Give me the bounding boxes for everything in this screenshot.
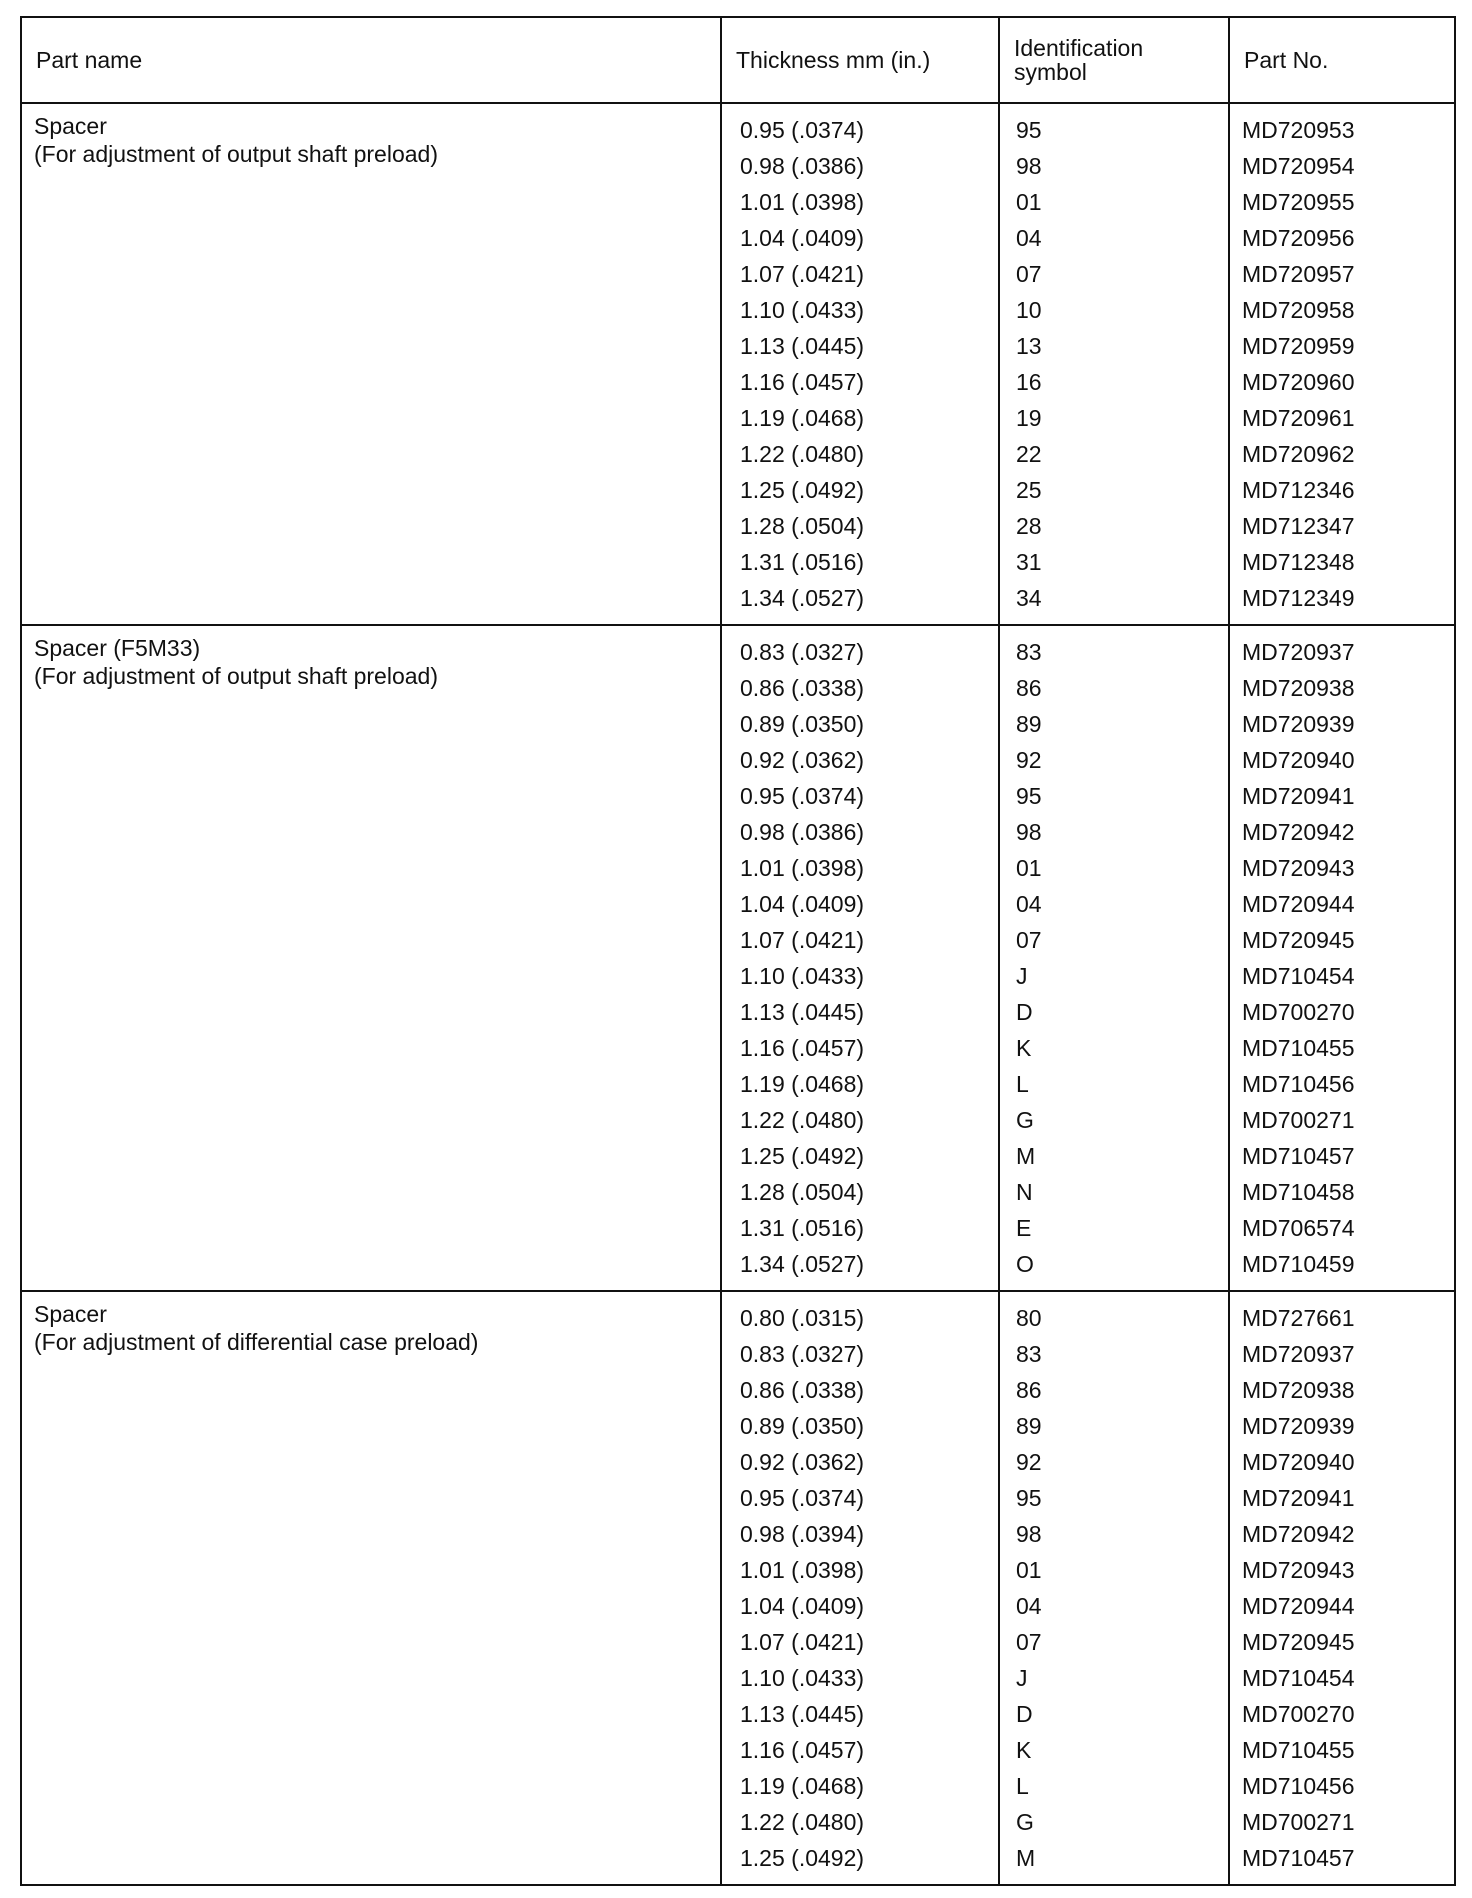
part-number: MD720942	[1242, 819, 1355, 845]
thickness-value: 1.19 (.0468)	[740, 405, 865, 431]
part-number: MD720942	[1242, 1521, 1355, 1547]
identification-symbol: O	[1016, 1251, 1034, 1277]
thickness-value: 1.10 (.0433)	[740, 1665, 865, 1691]
part-number: MD720960	[1242, 369, 1355, 395]
identification-symbol: 98	[1016, 819, 1042, 845]
part-number: MD720937	[1242, 1341, 1355, 1367]
thickness-value: 1.25 (.0492)	[740, 1143, 865, 1169]
identification-symbol: 04	[1016, 891, 1042, 917]
part-number: MD710458	[1242, 1179, 1355, 1205]
part-number: MD712346	[1242, 477, 1355, 503]
identification-symbol: 95	[1016, 117, 1042, 143]
part-name: Spacer	[34, 1301, 107, 1327]
identification-symbol: L	[1016, 1773, 1029, 1799]
identification-symbol: 28	[1016, 513, 1042, 539]
thickness-value: 1.01 (.0398)	[740, 1557, 865, 1583]
part-number: MD706574	[1242, 1215, 1355, 1241]
thickness-value: 0.92 (.0362)	[740, 1449, 865, 1475]
part-number: MD720938	[1242, 675, 1355, 701]
identification-symbol: 07	[1016, 927, 1042, 953]
thickness-value: 1.07 (.0421)	[740, 261, 865, 287]
part-purpose: (For adjustment of output shaft preload)	[34, 141, 438, 167]
part-number: MD710456	[1242, 1071, 1355, 1097]
thickness-value: 1.10 (.0433)	[740, 297, 865, 323]
thickness-value: 0.86 (.0338)	[740, 675, 865, 701]
thickness-value: 1.31 (.0516)	[740, 549, 865, 575]
header-id-line2: symbol	[1014, 59, 1087, 85]
header-identification-symbol	[1000, 18, 1230, 102]
part-number: MD720940	[1242, 747, 1355, 773]
part-number: MD720944	[1242, 1593, 1355, 1619]
part-no-cell	[1230, 626, 1454, 1290]
identification-symbol: 16	[1016, 369, 1042, 395]
part-number: MD710455	[1242, 1737, 1355, 1763]
header-part-no	[1230, 18, 1454, 102]
part-number: MD720954	[1242, 153, 1355, 179]
part-number: MD720945	[1242, 1629, 1355, 1655]
identification-symbol: L	[1016, 1071, 1029, 1097]
symbol-cell	[1000, 1292, 1230, 1884]
thickness-value: 1.13 (.0445)	[740, 999, 865, 1025]
thickness-value: 1.04 (.0409)	[740, 225, 865, 251]
identification-symbol: 89	[1016, 711, 1042, 737]
part-number: MD710457	[1242, 1845, 1355, 1871]
thickness-value: 1.07 (.0421)	[740, 1629, 865, 1655]
part-number: MD712349	[1242, 585, 1355, 611]
identification-symbol: 19	[1016, 405, 1042, 431]
identification-symbol: 86	[1016, 675, 1042, 701]
part-number: MD720939	[1242, 711, 1355, 737]
header-part-name	[22, 18, 722, 102]
thickness-value: 1.22 (.0480)	[740, 1809, 865, 1835]
part-number: MD710456	[1242, 1773, 1355, 1799]
header-thickness-text: Thickness mm (in.)	[736, 47, 931, 73]
part-number: MD720944	[1242, 891, 1355, 917]
identification-symbol: 89	[1016, 1413, 1042, 1439]
thickness-value: 1.04 (.0409)	[740, 1593, 865, 1619]
part-purpose: (For adjustment of differential case preload)	[34, 1329, 479, 1355]
thickness-value: 0.83 (.0327)	[740, 639, 865, 665]
thickness-value: 0.98 (.0386)	[740, 153, 865, 179]
thickness-value: 1.22 (.0480)	[740, 441, 865, 467]
part-number: MD720961	[1242, 405, 1355, 431]
thickness-value: 0.80 (.0315)	[740, 1305, 865, 1331]
header-part-no-text: Part No.	[1244, 47, 1329, 73]
identification-symbol: 83	[1016, 639, 1042, 665]
header-thickness	[722, 18, 1000, 102]
part-group	[22, 104, 1454, 626]
part-number: MD720938	[1242, 1377, 1355, 1403]
part-number: MD720953	[1242, 117, 1355, 143]
thickness-value: 0.89 (.0350)	[740, 1413, 865, 1439]
part-number: MD720937	[1242, 639, 1355, 665]
identification-symbol: D	[1016, 1701, 1033, 1727]
identification-symbol: G	[1016, 1107, 1034, 1133]
table-header	[22, 18, 1454, 104]
part-name-cell	[22, 104, 722, 624]
thickness-value: 0.89 (.0350)	[740, 711, 865, 737]
part-number: MD700270	[1242, 999, 1355, 1025]
identification-symbol: 92	[1016, 1449, 1042, 1475]
identification-symbol: 95	[1016, 783, 1042, 809]
identification-symbol: 10	[1016, 297, 1042, 323]
identification-symbol: M	[1016, 1845, 1036, 1871]
identification-symbol: 07	[1016, 1629, 1042, 1655]
part-number: MD720939	[1242, 1413, 1355, 1439]
part-purpose: (For adjustment of output shaft preload)	[34, 663, 438, 689]
identification-symbol: J	[1016, 1665, 1028, 1691]
part-name-cell	[22, 626, 722, 1290]
identification-symbol: 80	[1016, 1305, 1042, 1331]
part-number: MD720962	[1242, 441, 1355, 467]
header-part-name-text: Part name	[36, 47, 143, 73]
thickness-value: 1.22 (.0480)	[740, 1107, 865, 1133]
part-number: MD720957	[1242, 261, 1355, 287]
identification-symbol: N	[1016, 1179, 1033, 1205]
part-group	[22, 1292, 1454, 1884]
thickness-value: 1.25 (.0492)	[740, 477, 865, 503]
identification-symbol: 86	[1016, 1377, 1042, 1403]
symbol-cell	[1000, 104, 1230, 624]
symbol-cell	[1000, 626, 1230, 1290]
part-number: MD720941	[1242, 1485, 1355, 1511]
identification-symbol: 13	[1016, 333, 1042, 359]
thickness-value: 0.95 (.0374)	[740, 117, 865, 143]
part-number: MD720945	[1242, 927, 1355, 953]
thickness-value: 0.95 (.0374)	[740, 783, 865, 809]
part-number: MD727661	[1242, 1305, 1355, 1331]
thickness-value: 1.19 (.0468)	[740, 1071, 865, 1097]
thickness-cell	[722, 626, 1000, 1290]
thickness-value: 1.01 (.0398)	[740, 855, 865, 881]
part-number: MD700270	[1242, 1701, 1355, 1727]
identification-symbol: E	[1016, 1215, 1032, 1241]
thickness-value: 1.13 (.0445)	[740, 333, 865, 359]
part-no-cell	[1230, 104, 1454, 624]
part-name: Spacer (F5M33)	[34, 635, 201, 661]
identification-symbol: 22	[1016, 441, 1042, 467]
thickness-value: 1.01 (.0398)	[740, 189, 865, 215]
identification-symbol: 95	[1016, 1485, 1042, 1511]
thickness-value: 1.28 (.0504)	[740, 513, 865, 539]
part-name: Spacer	[34, 113, 107, 139]
identification-symbol: 01	[1016, 189, 1042, 215]
part-no-cell	[1230, 1292, 1454, 1884]
identification-symbol: 34	[1016, 585, 1042, 611]
identification-symbol: K	[1016, 1035, 1032, 1061]
identification-symbol: 04	[1016, 1593, 1042, 1619]
thickness-value: 1.16 (.0457)	[740, 1035, 865, 1061]
part-number: MD720943	[1242, 1557, 1355, 1583]
part-number: MD720959	[1242, 333, 1355, 359]
part-number: MD720943	[1242, 855, 1355, 881]
identification-symbol: J	[1016, 963, 1028, 989]
thickness-value: 0.86 (.0338)	[740, 1377, 865, 1403]
table-body	[22, 104, 1454, 1884]
thickness-value: 0.92 (.0362)	[740, 747, 865, 773]
thickness-value: 1.04 (.0409)	[740, 891, 865, 917]
part-number: MD720956	[1242, 225, 1355, 251]
part-number: MD720940	[1242, 1449, 1355, 1475]
thickness-value: 1.13 (.0445)	[740, 1701, 865, 1727]
thickness-value: 0.95 (.0374)	[740, 1485, 865, 1511]
identification-symbol: 31	[1016, 549, 1042, 575]
identification-symbol: 98	[1016, 1521, 1042, 1547]
thickness-value: 0.98 (.0394)	[740, 1521, 865, 1547]
thickness-value: 1.34 (.0527)	[740, 585, 865, 611]
part-number: MD710459	[1242, 1251, 1355, 1277]
thickness-value: 0.83 (.0327)	[740, 1341, 865, 1367]
thickness-value: 1.07 (.0421)	[740, 927, 865, 953]
part-number: MD712348	[1242, 549, 1355, 575]
part-name-cell	[22, 1292, 722, 1884]
thickness-value: 1.25 (.0492)	[740, 1845, 865, 1871]
identification-symbol: M	[1016, 1143, 1036, 1169]
identification-symbol: 01	[1016, 855, 1042, 881]
thickness-value: 1.16 (.0457)	[740, 369, 865, 395]
part-number: MD720955	[1242, 189, 1355, 215]
identification-symbol: 83	[1016, 1341, 1042, 1367]
identification-symbol: K	[1016, 1737, 1032, 1763]
identification-symbol: 92	[1016, 747, 1042, 773]
thickness-value: 1.10 (.0433)	[740, 963, 865, 989]
part-group	[22, 626, 1454, 1292]
part-number: MD720958	[1242, 297, 1355, 323]
thickness-value: 0.98 (.0386)	[740, 819, 865, 845]
part-number: MD710454	[1242, 1665, 1355, 1691]
identification-symbol: 25	[1016, 477, 1042, 503]
thickness-cell	[722, 104, 1000, 624]
identification-symbol: 04	[1016, 225, 1042, 251]
part-number: MD712347	[1242, 513, 1355, 539]
part-number: MD700271	[1242, 1809, 1355, 1835]
thickness-value: 1.34 (.0527)	[740, 1251, 865, 1277]
thickness-value: 1.16 (.0457)	[740, 1737, 865, 1763]
thickness-cell	[722, 1292, 1000, 1884]
identification-symbol: G	[1016, 1809, 1034, 1835]
identification-symbol: 07	[1016, 261, 1042, 287]
identification-symbol: 01	[1016, 1557, 1042, 1583]
parts-table	[20, 16, 1456, 1886]
thickness-value: 1.31 (.0516)	[740, 1215, 865, 1241]
part-number: MD710454	[1242, 963, 1355, 989]
thickness-value: 1.19 (.0468)	[740, 1773, 865, 1799]
part-number: MD720941	[1242, 783, 1355, 809]
part-number: MD700271	[1242, 1107, 1355, 1133]
header-id-line1: Identification	[1014, 35, 1144, 61]
identification-symbol: D	[1016, 999, 1033, 1025]
part-number: MD710455	[1242, 1035, 1355, 1061]
identification-symbol: 98	[1016, 153, 1042, 179]
part-number: MD710457	[1242, 1143, 1355, 1169]
thickness-value: 1.28 (.0504)	[740, 1179, 865, 1205]
